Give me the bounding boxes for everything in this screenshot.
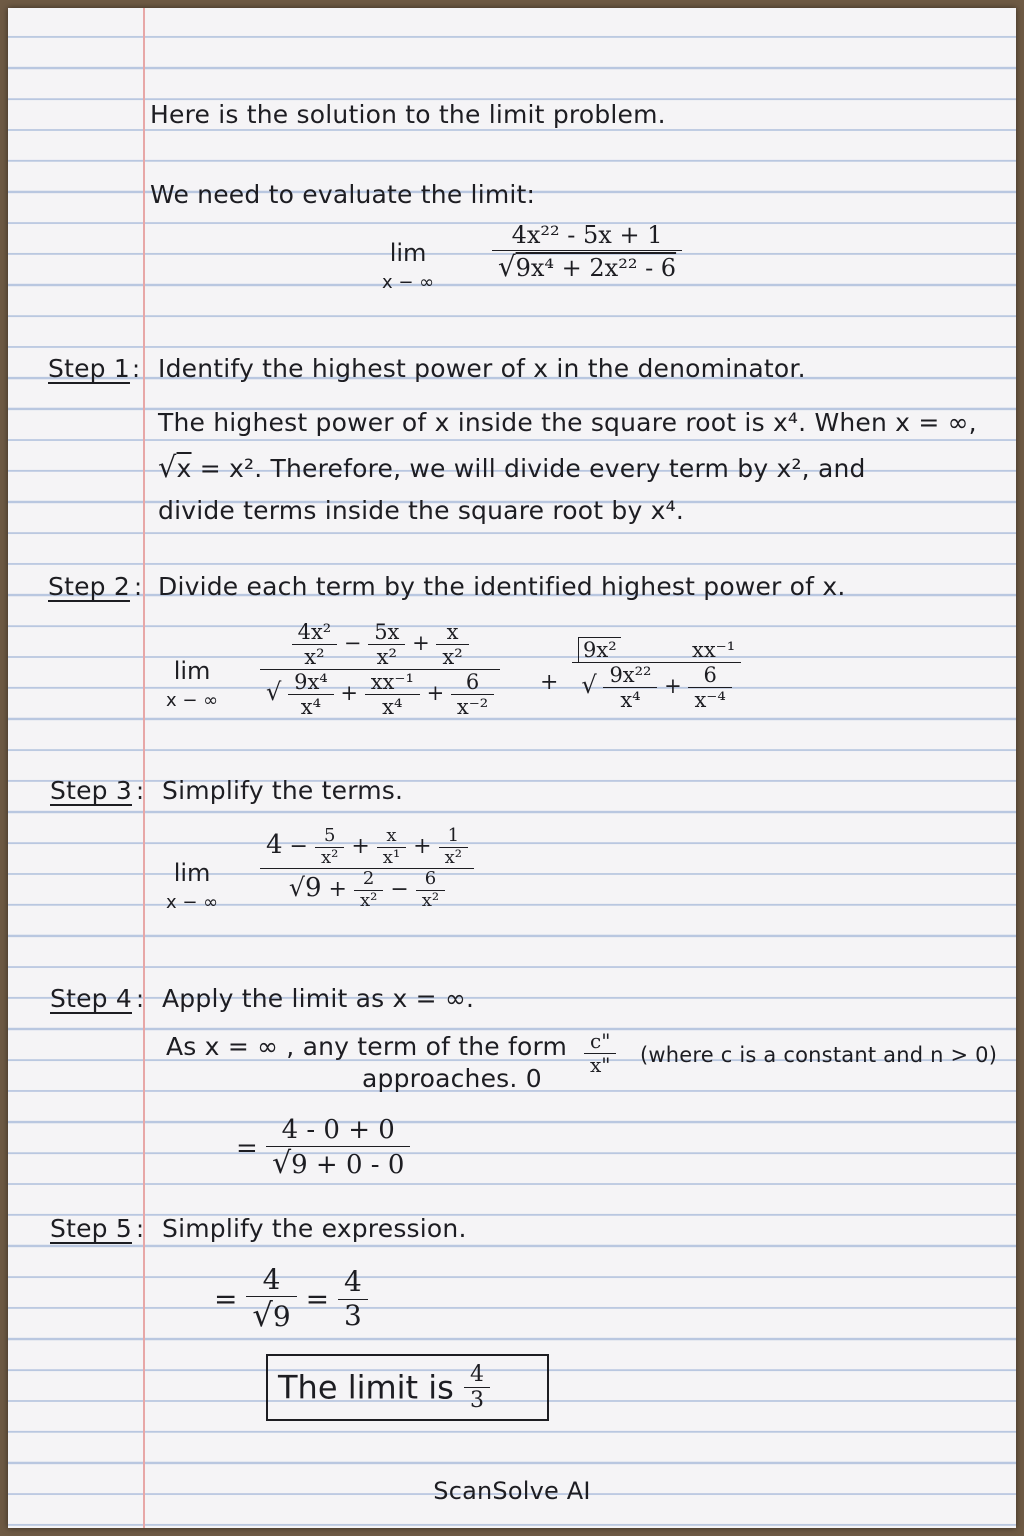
- intro-line-2: We need to evaluate the limit:: [150, 180, 536, 209]
- margin-line: [143, 8, 145, 1528]
- step2-limit-operator: [166, 656, 218, 716]
- step3-title: Simplify the terms.: [162, 776, 404, 805]
- step4-body-b: approaches. 0: [362, 1064, 542, 1093]
- step2-left-denominator: √ $\frac{\text{9x⁴}}{\text{x⁴}}$ + $\frac{\text{xx⁻¹}}{\text{x⁴}}$ + $\frac{6}{\text{x⁻²}}$: [260, 670, 500, 719]
- step3-numerator: 4 − $\frac{5}{\text{x²}}$ + $\frac{x}{\text{x¹}}$ + $\frac{1}{\text{x²}}$: [260, 826, 474, 868]
- main-limit-fraction: [492, 222, 682, 282]
- step1-title: Identify the highest power of x in the denominator.: [158, 354, 806, 383]
- step4-result: = $\frac{4 - 0 + 0}{√9 + 0 - 0}$: [236, 1116, 410, 1181]
- step3-denominator: √9 + $\frac{2}{\text{x²}}$ − $\frac{6}{\text{x²}}$: [283, 869, 451, 911]
- lim-text: lim: [389, 239, 427, 267]
- answer-denominator: 3: [469, 1388, 484, 1413]
- step2-label: Step 2: [48, 572, 130, 601]
- step3-fraction: [260, 826, 474, 912]
- notebook-page: Here is the solution to the limit problem. We need to evaluate the limit: lim x − ∞ $\frac{\text{4x²² - 5x + 1}}{\text{√9x⁴ + 2x²² - 6}}$ Step 1 : Identify the highest power of x in the denominator. The highest power of x inside the square root is x⁴. When x = ∞, √x = x². Therefore, we will divide every term by x², and divide terms inside the square root by x⁴. Step 2 : Divide each term by the identified highest power of x. lim x − ∞ $\frac{\text{4x²}}{\text{x²}}$ − $\frac{5x}{\text{x²}}$ + $\frac{x}{\text{x²}}$ √ $\frac{\text{9x⁴}}{\text{x⁴}}$ + $\frac{\text{xx⁻¹}}{\text{x⁴}}$ + $\frac{6}{\text{x⁻²}}$ + 9x² xx⁻¹ √ $\frac{\text{9x²²}}{\text{x⁴}}$ + $\frac{6}{\text{x⁻⁴}}$ Step 3 : Simplify the terms. lim x − ∞ 4 − $\frac{5}{\text{x²}}$ + $\frac{x}{\text{x¹}}$ + $\frac{1}{\text{x²}}$ √9 + $\frac{2}{\text{x²}}$ − $\frac{6}{\text{x²}}$ Step 4 : Apply the limit as x = ∞. As x = ∞ , any term of the form $\frac{c"}{x"}$ (where c is a constant and n > 0) approaches. 0 = $\frac{4 - 0 + 0}{√9 + 0 - 0}$ Step 5 : Simplify the expression. = $\frac{4}{√9}$ = $\frac{4}{3}$ The limit is $\frac{4}{3}$ ScanSolve AI: [8, 8, 1016, 1528]
- answer-numerator: 4: [469, 1361, 484, 1387]
- step2-plus: +: [540, 670, 559, 695]
- footer-brand: ScanSolve AI: [433, 1477, 591, 1505]
- step2-title: Divide each term by the identified highest power of x.: [158, 572, 846, 601]
- lim-subscript: x − ∞: [166, 892, 219, 913]
- step4-title: Apply the limit as x = ∞.: [162, 984, 475, 1013]
- step2-right-denominator: √ $\frac{\text{9x²²}}{\text{x⁴}}$ + $\frac{6}{\text{x⁻⁴}}$: [575, 663, 737, 712]
- lim-subscript: x − ∞: [382, 272, 435, 293]
- step3-limit-operator: [166, 858, 218, 918]
- intro-line-1: Here is the solution to the limit problem.: [150, 100, 666, 129]
- step5-result: = $\frac{4}{√9}$ = $\frac{4}{3}$: [214, 1264, 368, 1334]
- answer-text: The limit is: [278, 1368, 454, 1407]
- step2-left-numerator: $\frac{\text{4x²}}{\text{x²}}$ − $\frac{5x}{\text{x²}}$ + $\frac{x}{\text{x²}}$: [286, 620, 475, 669]
- main-numerator: 4x²² - 5x + 1: [511, 221, 663, 249]
- sqrt-x: x: [176, 454, 192, 483]
- answer: [278, 1360, 490, 1413]
- step5-title: Simplify the expression.: [162, 1214, 467, 1243]
- lim-text: lim: [173, 859, 211, 887]
- step4-note: (where c is a constant and n > 0): [640, 1043, 998, 1067]
- lim-subscript: x − ∞: [166, 690, 219, 711]
- main-limit-operator: [382, 238, 434, 298]
- lim-text: lim: [173, 657, 211, 685]
- step1-label: Step 1: [48, 354, 130, 383]
- step1-body-2: √x = x². Therefore, we will divide every term by x², and: [158, 450, 866, 484]
- step4-label: Step 4: [50, 984, 132, 1013]
- step3-label: Step 3: [50, 776, 132, 805]
- step4-body-a: As x = ∞ , any term of the form: [166, 1032, 568, 1061]
- step4-form-fraction: $\frac{c"}{x"}$: [584, 1030, 616, 1077]
- step1-body-1: The highest power of x inside the square root is x⁴. When x = ∞,: [158, 408, 977, 437]
- step1-body-2-text: = x². Therefore, we will divide every term by x², and: [199, 454, 866, 483]
- step2-right-numerator: 9x² xx⁻¹: [572, 638, 741, 662]
- step2-right-fraction: [572, 638, 741, 712]
- main-denominator: √9x⁴ + 2x²² - 6: [498, 249, 677, 283]
- step2-left-fraction: [260, 620, 500, 720]
- step5-label: Step 5: [50, 1214, 132, 1243]
- step1-body-3: divide terms inside the square root by x⁴.: [158, 496, 684, 525]
